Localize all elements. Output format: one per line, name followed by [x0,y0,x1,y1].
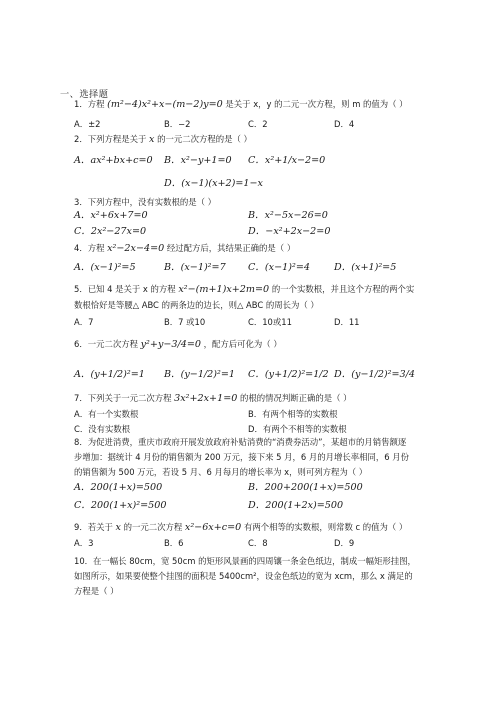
q2-option-d[interactable]: D．(x−1)(x+2)=1−x [164,178,263,189]
question-6 [74,338,282,351]
q7-equation: 3x²+2x+1=0 [174,393,238,404]
q8-option-d[interactable]: D．200(1+2x)=500 [248,500,344,511]
question-4 [74,242,295,255]
q5-stem-pre: 已知 4 是关于 x 的方程 [87,284,176,294]
q10-stem-line-1: 在一幅长 80cm，宽 50cm 的矩形风景画的四周镶一条金色纸边，制成一幅矩形挂图， [93,556,416,566]
q1-stem-pre: 方程 [87,99,105,109]
q6-option-a[interactable]: A．(y+1/2)²=1 [74,369,145,380]
q5-option-b[interactable]: B．7 或10 [164,317,206,327]
q10-number: 10． [74,556,94,566]
q1-option-c[interactable]: C．2 [248,119,268,129]
q10-stem-line-3: 方程是（ ） [74,586,119,596]
q9-stem-post: 有两个相等的实数根，则常数 c 的值为（ ） [243,522,408,532]
q4-number: 4． [74,243,88,253]
q8-stem-line-3: 的销售额为 500 万元，若设 5 月、6 月每月的增长率为 x，则可列方程为（ ） [74,467,368,477]
q7-option-b[interactable]: B．有两个相等的实数根 [248,409,338,419]
q3-option-a[interactable]: A．x²+6x+7=0 [74,210,148,221]
q6-stem-post: ，配方后可化为（ ） [203,339,282,349]
q9-option-d[interactable]: D．9 [334,538,355,548]
q1-number: 1． [74,99,88,109]
q1-option-a[interactable]: A．±2 [74,119,101,129]
q9-option-a[interactable]: A．3 [74,538,94,548]
q8-number: 8． [74,437,88,447]
q5-equation: x²−(m+1)x+2m=0 [178,284,270,295]
q5-number: 5． [74,284,88,294]
question-10 [74,555,416,567]
q8-option-b[interactable]: B．200+200(1+x)=500 [248,482,363,493]
q8-option-c[interactable]: C．200(1+x)²=500 [74,500,167,511]
q3-stem: 下列方程中，没有实数根的是（ ） [87,197,217,207]
q2-variable: x [149,134,155,145]
question-5 [74,283,414,296]
q7-number: 7． [74,393,88,403]
question-2 [74,133,252,146]
q6-stem-pre: 一元二次方程 [87,339,138,349]
q10-stem-line-2: 如图所示，如果要使整个挂图的面积是 5400cm²，设金色纸边的宽为 xcm，那么 x 满足的 [74,571,413,581]
q2-stem-post: 的一元二次方程的是（ ） [157,134,252,144]
q6-option-d[interactable]: D．(y−1/2)²=3/4 [334,369,415,380]
q6-option-b[interactable]: B．(y−1/2)²=1 [164,369,236,380]
q5-option-c[interactable]: C．10或11 [248,317,292,327]
q7-stem-post: 的根的情况判断正确的是（ ） [240,393,352,403]
q6-equation: y²+y−3/4=0 [140,339,201,350]
question-3 [74,196,216,208]
q2-stem-pre: 下列方程是关于 [87,134,147,144]
q5-option-d[interactable]: D．11 [334,317,360,327]
q5-option-a[interactable]: A．7 [74,317,94,327]
section-title: 一、选择题 [60,89,109,100]
question-9 [74,521,407,534]
q1-option-b[interactable]: B．−2 [164,119,191,129]
q8-stem-line-1: 为促进消费，重庆市政府开展发放政府补贴消费的“消费券活动”，某超市的月销售额逐 [87,437,407,447]
q9-stem-mid: 的一元二次方程 [123,522,183,532]
q9-option-b[interactable]: B．6 [164,538,184,548]
q7-stem-pre: 下列关于一元二次方程 [87,393,172,403]
q2-option-c[interactable]: C．x²+1/x−2=0 [248,155,326,166]
q1-stem-post: 是关于 x，y 的二元一次方程，则 m 的值为（ ） [225,99,408,109]
q1-equation: (m²−4)x²+x−(m−2)y=0 [107,99,223,110]
q4-stem-post: 经过配方后，其结果正确的是（ ） [166,243,296,253]
question-7 [74,392,352,405]
q3-option-d[interactable]: D．−x²+2x−2=0 [248,226,331,237]
q9-option-c[interactable]: C．8 [248,538,268,548]
question-1 [74,98,408,111]
q7-option-a[interactable]: A．有一个实数根 [74,409,139,419]
q2-option-b[interactable]: B．x²−y+1=0 [164,155,232,166]
q6-number: 6． [74,339,88,349]
q1-option-d[interactable]: D．4 [334,119,355,129]
q4-option-c[interactable]: C．(x−1)²=4 [248,262,310,273]
q4-option-b[interactable]: B．(x−1)²=7 [164,262,226,273]
q8-option-a[interactable]: A．200(1+x)=500 [74,482,163,493]
q4-equation: x²−2x−4=0 [107,243,165,254]
q7-option-c[interactable]: C．没有实数根 [74,424,131,434]
q2-number: 2． [74,134,88,144]
q9-number: 9． [74,522,88,532]
q8-stem-line-2: 步增加：据统计 4 月份的销售额为 200 万元，接下来 5 月，6 月的月增长率相同，6 月份 [74,452,409,462]
q9-stem-pre: 若关于 [87,522,113,532]
q3-option-c[interactable]: C．2x²−27x=0 [74,226,147,237]
q4-option-d[interactable]: D．(x+1)²=5 [334,262,397,273]
q3-number: 3． [74,197,88,207]
q3-option-b[interactable]: B．x²−5x−26=0 [248,210,328,221]
q6-option-c[interactable]: C．(y+1/2)²=1/2 [248,369,329,380]
q9-equation: x²−6x+c=0 [184,522,242,533]
q7-option-d[interactable]: D．有两个不相等的实数根 [248,424,347,434]
q5-stem-line-2: 数根恰好是等腰△ ABC 的两条边的边长，则△ ABC 的周长为（ ） [74,300,319,310]
question-8 [74,436,406,448]
q5-stem-post: 的一个实数根，并且这个方程的两个实 [271,284,415,294]
q4-stem-pre: 方程 [87,243,105,253]
q9-variable: x [115,522,121,533]
q2-option-a[interactable]: A．ax²+bx+c=0 [74,155,153,166]
q4-option-a[interactable]: A．(x−1)²=5 [74,262,136,273]
